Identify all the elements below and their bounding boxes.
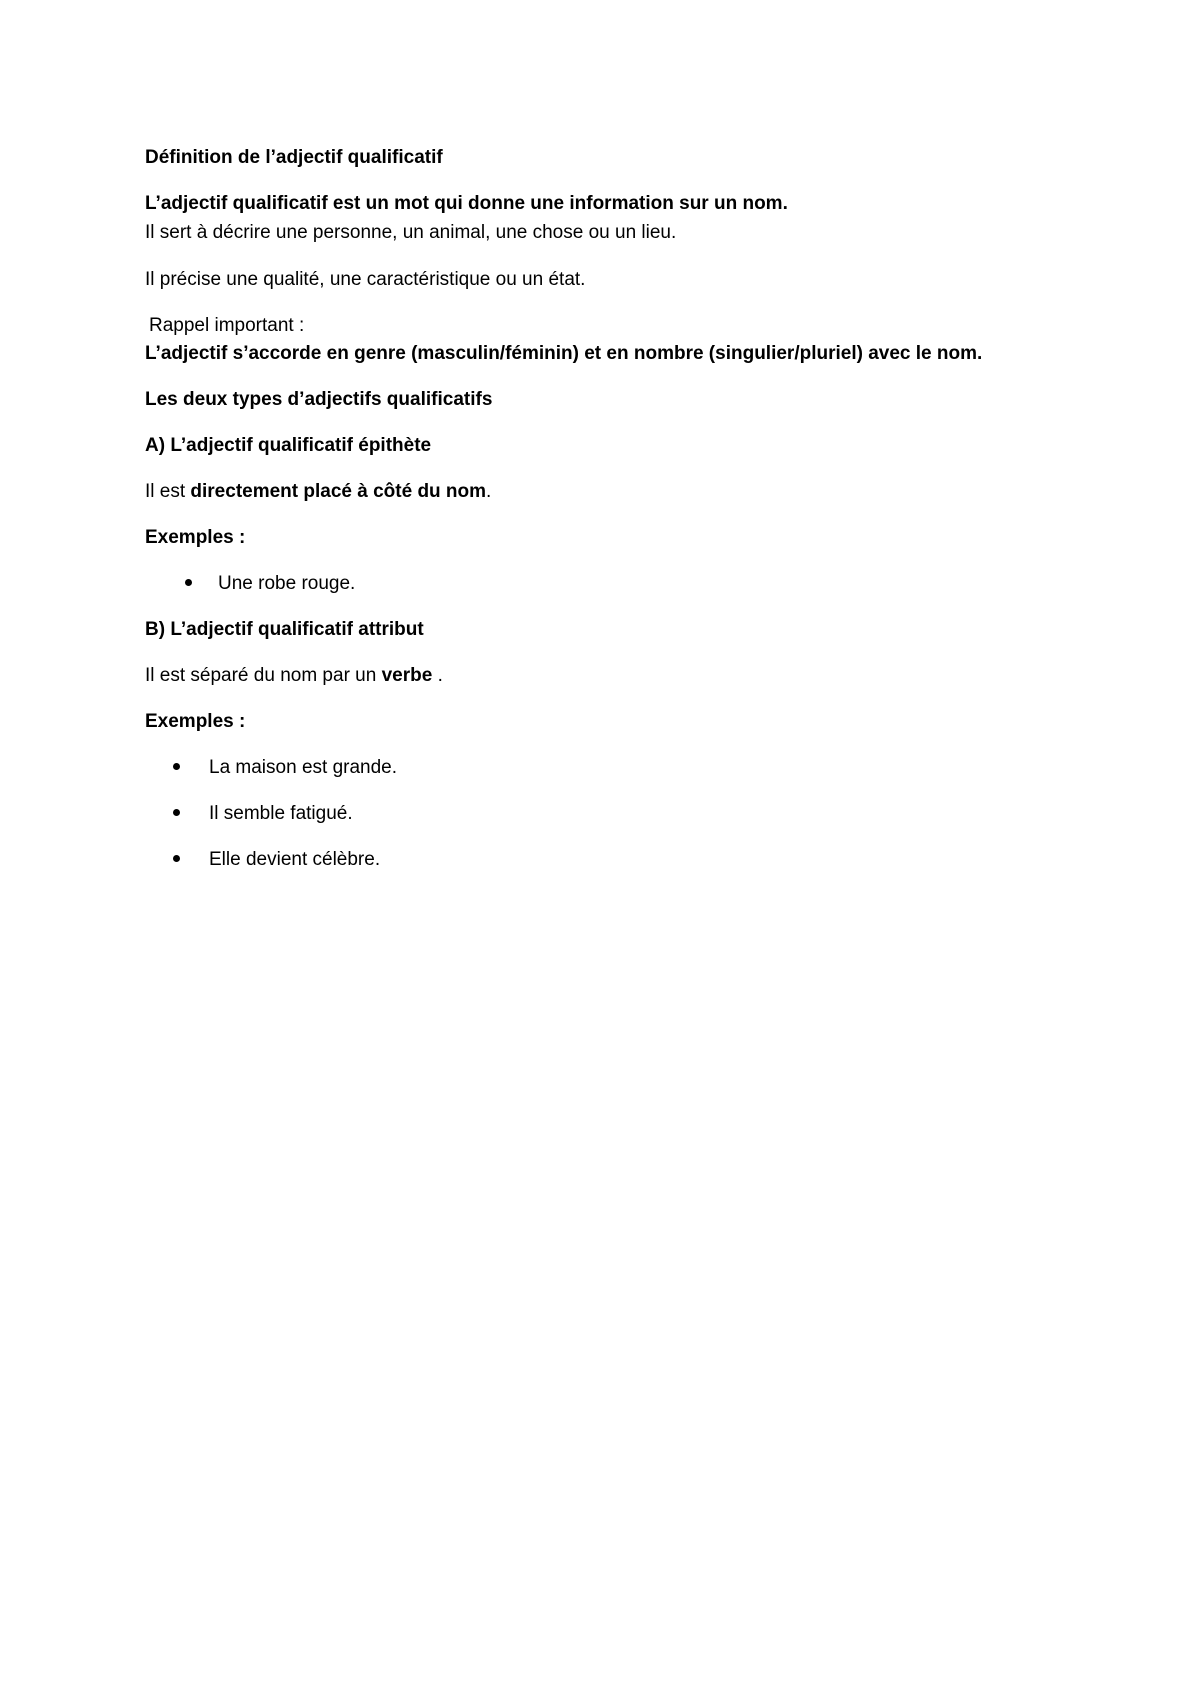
attribute-description (145, 664, 443, 688)
types-heading: Les deux types d’adjectifs qualificatifs (145, 389, 493, 410)
epithet-heading: A) L’adjectif qualificatif épithète (145, 435, 432, 456)
attribute-desc-bold: verbe (381, 665, 433, 686)
epithet-desc-prefix: Il est (145, 481, 191, 502)
list-item: La maison est grande. (209, 757, 398, 778)
document-title: Définition de l’adjectif qualificatif (145, 147, 443, 168)
definition-text: L’adjectif qualificatif est un mot qui donne une information sur un nom. (145, 193, 788, 214)
bullet-icon (185, 579, 192, 586)
bullet-icon (173, 809, 180, 816)
list-item: Elle devient célèbre. (209, 849, 381, 870)
purpose-text: Il sert à décrire une personne, un animal, une chose ou un lieu. (145, 222, 677, 243)
attribute-examples-label: Exemples : (145, 711, 246, 732)
bullet-icon (173, 855, 180, 862)
reminder-text: L’adjectif s’accorde en genre (masculin/féminin) et en nombre (singulier/pluriel) avec le nom. (145, 343, 983, 364)
attribute-desc-suffix: . (432, 665, 443, 686)
attribute-desc-prefix: Il est séparé du nom par un (145, 665, 382, 686)
attribute-heading: B) L’adjectif qualificatif attribut (145, 619, 424, 640)
epithet-desc-bold: directement placé à côté du nom (190, 481, 487, 502)
list-item: Il semble fatigué. (209, 803, 353, 824)
epithet-description (145, 480, 491, 504)
list-item: Une robe rouge. (218, 573, 356, 594)
epithet-examples-label: Exemples : (145, 527, 246, 548)
precision-text: Il précise une qualité, une caractéristique ou un état. (145, 269, 586, 290)
reminder-label: Rappel important : (149, 315, 305, 336)
epithet-desc-suffix: . (486, 481, 492, 502)
bullet-icon (173, 763, 180, 770)
